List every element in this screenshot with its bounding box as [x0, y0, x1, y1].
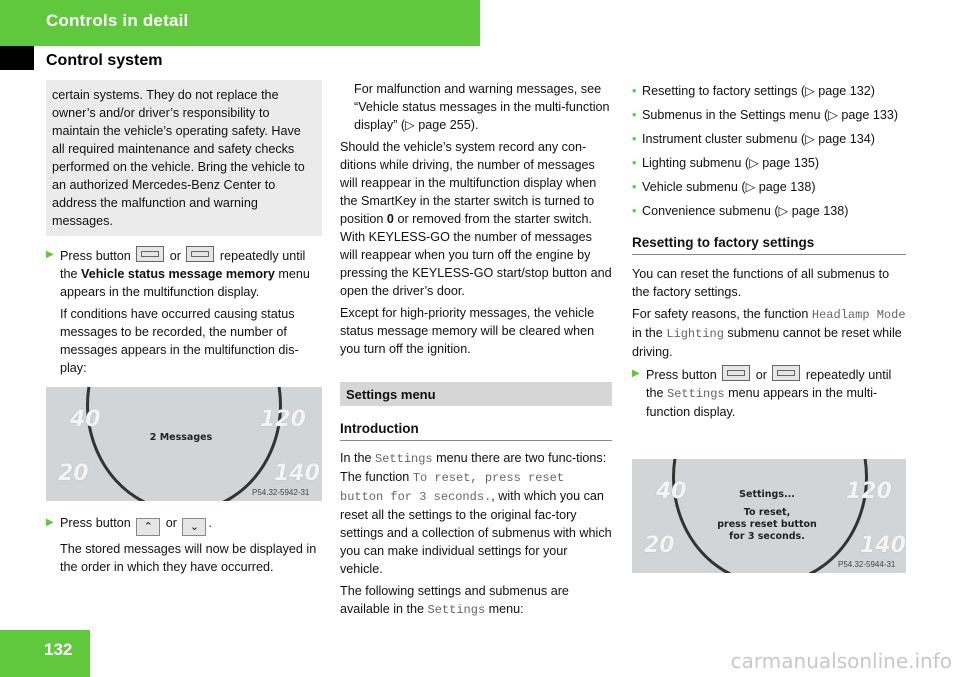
list-item: • Submenus in the Settings menu (▷ page 133)	[632, 106, 906, 124]
column-3	[632, 82, 906, 425]
paragraph	[632, 305, 906, 361]
display-title: Settings...	[739, 489, 795, 500]
key-position: 0	[386, 212, 394, 226]
step-text: .	[208, 516, 212, 530]
watermark: carmanualsonline.info	[730, 649, 952, 673]
step-text: menu appears in the multi-function display.	[646, 386, 878, 419]
speed-label: 20	[58, 461, 89, 486]
paragraph	[340, 449, 612, 578]
step-paragraph: The stored messages will now be displayed in the order in which they have occurred.	[60, 542, 317, 574]
text: menu:	[488, 602, 524, 616]
text: In the	[340, 451, 372, 465]
step-text: Press button	[60, 249, 131, 263]
menu-name: Vehicle status message memory	[81, 267, 275, 281]
step-arrow-icon: ▶	[46, 249, 54, 260]
speed-label: 140	[860, 533, 906, 558]
display-message: 2 Messages	[149, 432, 213, 443]
text: in the	[632, 326, 663, 340]
page-number: 132	[44, 640, 73, 659]
list-item: • Convenience submenu (▷ page 138)	[632, 202, 906, 220]
step-show-message-memory	[46, 246, 322, 377]
display-line: To reset,	[743, 507, 791, 518]
reset-heading: Resetting to factory settings	[632, 234, 906, 255]
gauge-arc	[86, 387, 282, 501]
paragraph: Except for high-priority messages, the vehicle status message memory will be cleared when you turn off the ignition.	[340, 306, 595, 356]
display-text: Headlamp Mode	[811, 308, 906, 322]
text: For safety reasons, the function	[632, 307, 809, 321]
note-box	[46, 80, 322, 236]
list-item: • Lighting submenu (▷ page 135)	[632, 154, 906, 172]
display-text: To reset, press reset button for 3 seconds.	[340, 471, 565, 504]
list-item: • Resetting to factory settings (▷ page 132)	[632, 82, 906, 100]
chapter-header-bar	[0, 0, 480, 46]
figure-code: P54.32-5942-31	[252, 488, 310, 497]
note-text: certain systems. They do not replace the owner’s and/or driver’s responsibility to maintain the vehicle’s operating safety. Have all required maintenance and safety checks performed on the vehicle. Bring the vehicle to an authorized Mercedes-Benz Center to address the malfunction and warning messages.	[52, 88, 305, 228]
paragraph: You can reset the functions of all submenus to the factory settings.	[632, 267, 890, 299]
list-item: • Instrument cluster submenu (▷ page 134)	[632, 130, 906, 148]
section-marker	[0, 46, 34, 70]
step-text: Press button	[60, 516, 131, 530]
display-button-icon	[772, 365, 800, 381]
figure-code: P54.32-5944-31	[838, 560, 896, 569]
column-1	[46, 80, 322, 381]
display-text: Settings	[427, 603, 486, 617]
display-text: Lighting	[666, 327, 724, 341]
column-1-lower	[46, 514, 322, 580]
display-line: for 3 seconds.	[729, 531, 805, 542]
section-title: Control system	[46, 52, 163, 69]
list-item: • Vehicle submenu (▷ page 138)	[632, 178, 906, 196]
arrow-down-icon: ⌄	[182, 518, 206, 536]
speed-label: 120	[846, 479, 892, 504]
paragraph	[340, 582, 612, 619]
speed-label: 140	[274, 461, 320, 486]
speed-label: 40	[70, 407, 101, 432]
display-line: press reset button	[717, 519, 817, 530]
display-button-icon	[722, 365, 750, 381]
step-text: Press button	[646, 368, 717, 382]
step-text: menu appears in the multifunction display.	[60, 267, 310, 299]
display-button-icon	[136, 246, 164, 262]
speed-label: 120	[260, 407, 306, 432]
display-button-icon	[186, 246, 214, 262]
step-open-settings	[632, 365, 906, 421]
step-paragraph: If conditions have occurred causing status messages to be recorded, the number of messages appears in the multifunction dis-play:	[60, 307, 299, 375]
arrow-up-icon: ⌃	[136, 518, 160, 536]
speed-label: 20	[644, 533, 675, 558]
step-text: or	[169, 249, 181, 263]
text: menu there are two func-tions: The function	[340, 451, 607, 484]
speed-label: 40	[656, 479, 687, 504]
instrument-cluster-image-2	[632, 459, 906, 573]
settings-menu-heading: Settings menu	[340, 382, 612, 406]
display-text: Settings	[375, 452, 433, 466]
step-text: or	[165, 516, 177, 530]
step-scroll-messages	[46, 514, 322, 576]
introduction-heading: Introduction	[340, 420, 612, 441]
display-message	[712, 489, 822, 543]
text: The following settings and submenus are available in the	[340, 584, 569, 616]
step-arrow-icon: ▶	[632, 368, 640, 379]
text: submenu cannot be reset while driving.	[632, 326, 902, 359]
step-text: or	[755, 368, 767, 382]
step-arrow-icon: ▶	[46, 517, 54, 528]
display-text: Settings	[667, 387, 725, 401]
step-text: repeatedly until the	[646, 368, 892, 400]
text: Should the vehicle’s system record any con-ditions while driving, the number of messages will reappear in the multifunction display when the SmartKey in the starter switch is turned to position	[340, 140, 597, 226]
instrument-cluster-image-1	[46, 387, 322, 501]
column-2	[340, 80, 612, 623]
text: , with which you can reset all the settings to the original fac-tory settings and a collection of submenus with which you can make individual settings for your vehicle.	[340, 489, 612, 576]
text: or removed from the starter switch. With KEYLESS-GO the number of messages will reappear when you turn off the engine by pressing the KEYLESS-GO start/stop button and open the driver’s door.	[340, 212, 612, 298]
chapter-title: Controls in detail	[46, 11, 189, 30]
step-text: repeatedly until the	[60, 249, 306, 281]
paragraph	[340, 138, 612, 300]
paragraph: For malfunction and warning messages, see “Vehicle status messages in the multi-function display” (▷ page 255).	[354, 82, 610, 132]
